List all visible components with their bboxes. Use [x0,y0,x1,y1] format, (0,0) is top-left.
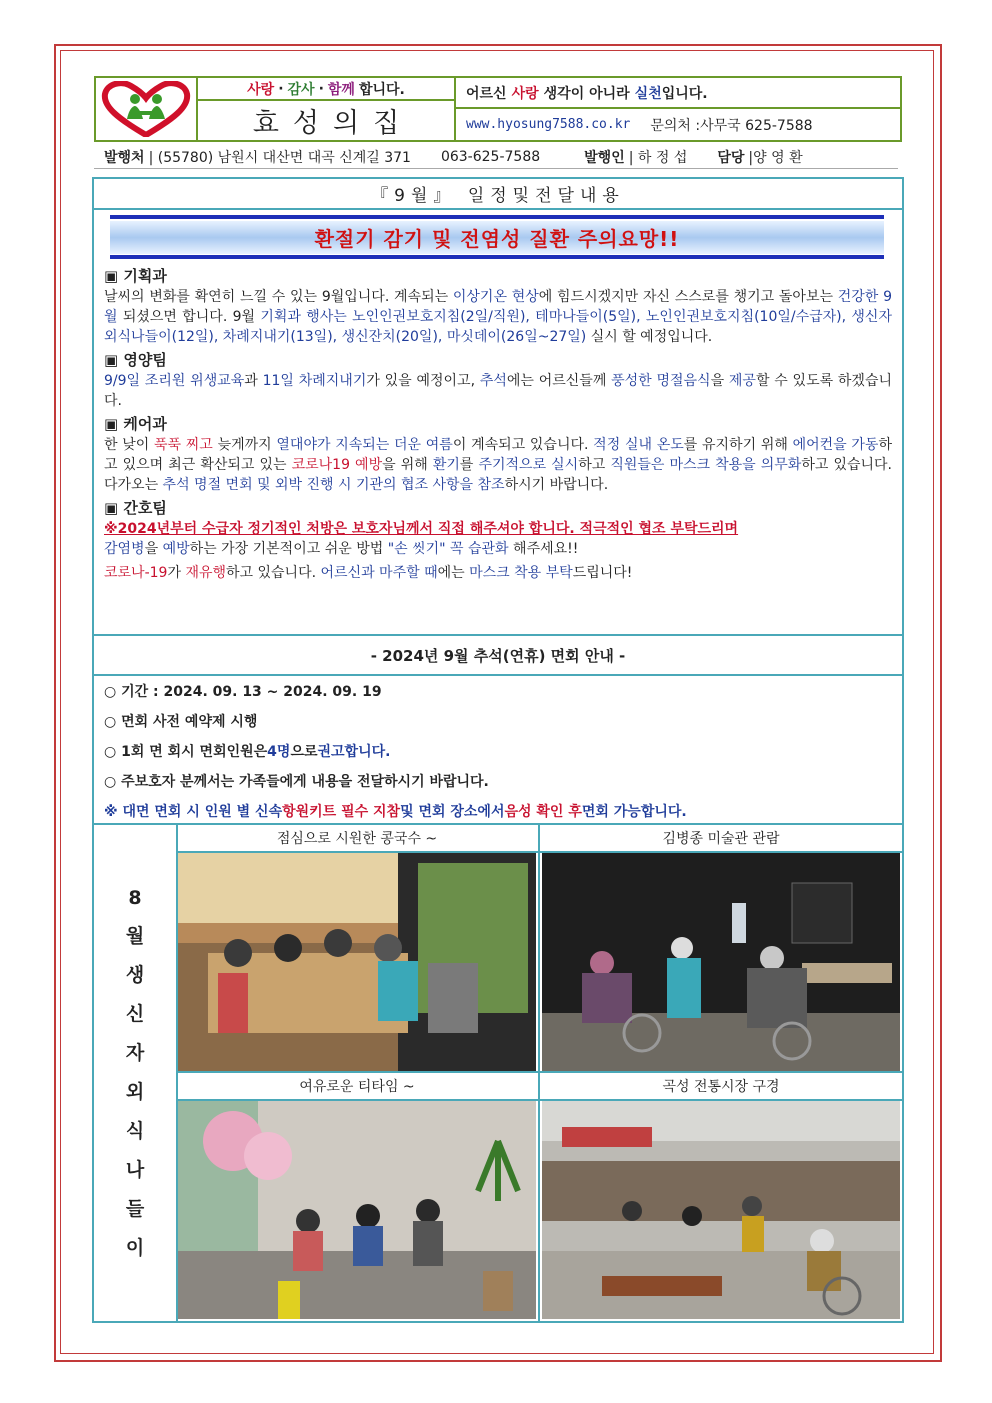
nutrition-heading: ▣ 영양팀 [104,351,167,369]
photo-caption: 곡성 전통시장 구경 [540,1073,902,1101]
photo-caption: 점심으로 시원한 콩국수 ~ [176,825,538,853]
motto: 어르신 사랑 생각이 아니라 실천 입니다. [456,78,900,109]
nutrition-text: 9/9일 조리원 위생교육과 11일 차례지내기가 있을 예정이고, 추석에는 어르신들께 풍성한 명절음식을 제공할 수 있도록 하겠습니다. [104,373,893,409]
photo-gallery [94,823,902,1323]
photo-tea-time [178,1101,536,1319]
list-item: ○ 1회 면 회시 면회인원은 4명 으로 권고합니다. [104,744,391,760]
main-content-box [92,177,904,1323]
visit-notice-list [104,676,892,826]
gallery-side-label: 8 월 생 신 자 외 식 나 들 이 [94,825,178,1321]
care-heading: ▣ 케어과 [104,415,167,433]
list-item: ○ 주보호자 분께서는 가족들에게 내용을 전달하시기 바랍니다. [104,774,489,790]
contact-phone: 문의처 :사무국 625-7588 [650,117,813,134]
heart-logo-icon [99,81,193,137]
slogan: 사랑 · 감사 · 함께 합니다. [247,80,405,98]
photo-art-museum [542,853,900,1071]
department-notes [104,265,892,583]
nursing-text: ※2024년부터 수급자 정기적인 처방은 보호자님께서 직접 해주셔야 합니다. 적극적인 협조 부탁드리며 감염병을 예방하는 가장 기본적이고 쉬운 방법 "손 씻기" 꼭 습관화 해주세요!! [104,521,739,557]
newsletter-header [94,76,902,142]
contact-row [456,109,900,140]
nursing-heading: ▣ 간호팀 [104,499,167,517]
list-item: ○ 기간 : 2024. 09. 13 ~ 2024. 09. 19 [104,684,382,700]
visit-notice-title: - 2024년 9월 추석(연휴) 면회 안내 - [94,634,902,676]
logo [96,78,198,140]
section-title: 『9월』 일정및전달내용 [94,179,902,210]
planning-text: 날씨의 변화를 확연히 느낄 수 있는 9월입니다. 계속되는 이상기온 현상에 힘드시겠지만 자신 스스로를 챙기고 돌아보는 건강한 9월 되셨으면 합니다. 9월 기획과 행사는 노인인권보호지침(2일/직원), 테마나들이(5일), 노인인권보호지침(10일/수급자), 생신자외식나들이(12일), 차례지내기(13일), 생신잔치(20일), 마싯데이(26일~27일) 실시 할 예정입니다. [104,289,892,345]
alert-banner: 환절기 감기 및 전염성 질환 주의요망!! [110,215,884,259]
photo-traditional-market [542,1101,900,1319]
photo-caption: 김병종 미술관 관람 [540,825,902,853]
photo-caption: 여유로운 티타임 ~ [176,1073,538,1101]
care-text: 한 낮이 푹푹 찌고 늦게까지 열대야가 지속되는 더운 여름이 계속되고 있습니다. 적정 실내 온도를 유지하기 위해 에어컨을 가동하고 있으며 최근 확산되고 있는 코로나19 예방을 위해 환기를 주기적으로 실시하고 직원들은 마스크 착용을 의무화하고 있습니다. 다가오는 추석 명절 면회 및 외박 진행 시 기관의 협조 사항을 참조하시기 바랍니다. [104,437,892,493]
photo-lunch [178,853,536,1071]
list-item: ○ 면회 사전 예약제 시행 [104,714,258,730]
org-name: 효성의집 [198,99,454,140]
list-item: ※ 대면 면회 시 인원 별 신속 항원키트 필수 지참 및 면회 장소에서 음성 확인 후 면회 가능합니다. [104,804,687,820]
publisher-row: 발행처 | (55780) 남원시 대산면 대곡 신계길 371 063-625-7588 발행인 | 하 정 섭 담당 |양 영 환 [94,146,898,169]
planning-heading: ▣ 기획과 [104,267,167,285]
nursing-covid-text: 코로나-19가 재유행하고 있습니다. 어르신과 마주할 때에는 마스크 착용 부탁드립니다! [104,565,633,581]
website-url[interactable]: www.hyosung7588.co.kr [466,117,631,132]
